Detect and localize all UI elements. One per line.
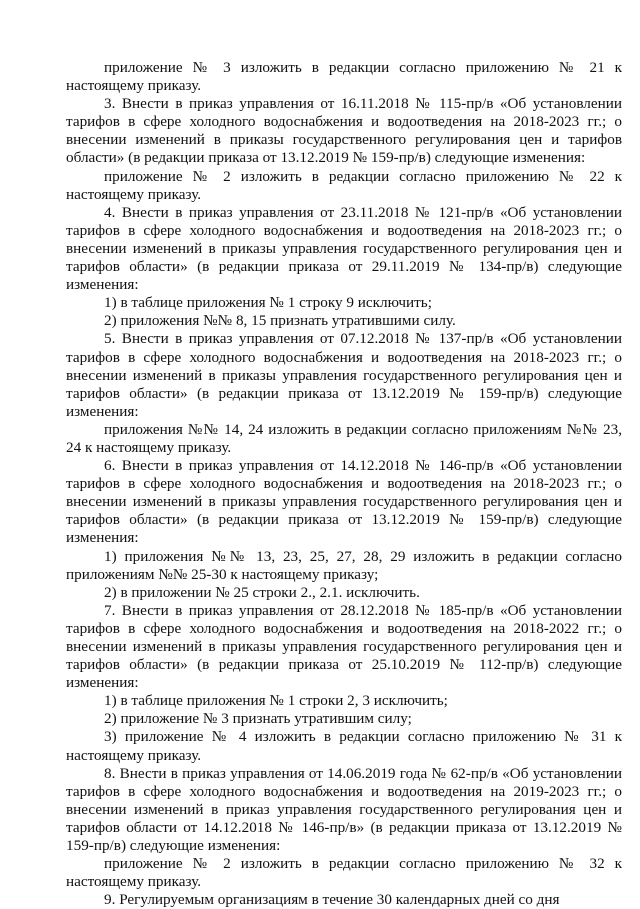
paragraph-item-5-annexes: приложения №№ 14, 24 изложить в редакции согласно приложениям №№ 23, 24 к настоящему приказу.	[66, 420, 622, 456]
paragraph-item-6-sub-1: 1) приложения №№ 13, 23, 25, 27, 28, 29 изложить в редакции согласно приложениям №№ 25-30 к настоящему приказу;	[66, 547, 622, 583]
paragraph-item-5: 5. Внести в приказ управления от 07.12.2018 № 137-пр/в «Об установлении тарифов в сфере холодного водоснабжения и водоотведения на 2018-2023 гг.; о внесении изменений в приказы управления государственного регулирования цен и тарифов области» (в редакции приказа от 13.12.2019 № 159-пр/в) следующие изменения:	[66, 330, 622, 420]
paragraph-item-3: 3. Внести в приказ управления от 16.11.2018 № 115-пр/в «Об установлении тарифов в сфере холодного водоснабжения и водоотведения на 2018-2023 гг.; о внесении изменений в приказы государственного регулирования цен и тарифов области» (в редакции приказа от 13.12.2019 № 159-пр/в) следующие изменения:	[66, 95, 622, 167]
paragraph-annex-3: приложение № 3 изложить в редакции согласно приложению № 21 к настоящему приказу.	[66, 59, 622, 95]
paragraph-item-4: 4. Внести в приказ управления от 23.11.2018 № 121-пр/в «Об установлении тарифов в сфере холодного водоснабжения и водоотведения на 2018-2023 гг.; о внесении изменений в приказы управления государственного регулирования цен и тарифов области» (в редакции приказа от 29.11.2019 № 134-пр/в) следующие изменения:	[66, 203, 622, 294]
paragraph-item-8: 8. Внести в приказ управления от 14.06.2019 года № 62-пр/в «Об установлении тарифов в сфере холодного водоснабжения и водоотведения на 2019-2023 гг.; о внесении изменений в приказ управления государственного регулирования цен и тарифов области от 14.12.2018 № 146-пр/в» (в редакции приказа от 13.12.2019 № 159-пр/в) следующие изменения:	[66, 764, 622, 855]
paragraph-item-7-sub-1: 1) в таблице приложения № 1 строки 2, 3 исключить;	[104, 692, 448, 710]
paragraph-item-4-sub-2: 2) приложения №№ 8, 15 признать утратившими силу.	[104, 312, 456, 330]
paragraph-annex-2-to-22: приложение № 2 изложить в редакции согласно приложению № 22 к настоящему приказу.	[66, 167, 622, 203]
paragraph-item-7: 7. Внести в приказ управления от 28.12.2018 № 185-пр/в «Об установлении тарифов в сфере холодного водоснабжения и водоотведения на 2018-2022 гг.; о внесении изменений в приказы управления государственного регулирования цен и тарифов области» (в редакции приказа от 25.10.2019 № 112-пр/в) следующие изменения:	[66, 601, 622, 692]
paragraph-item-7-sub-3: 3) приложение № 4 изложить в редакции согласно приложению № 31 к настоящему приказу.	[66, 728, 622, 764]
paragraph-item-6-sub-2: 2) в приложении № 25 строки 2., 2.1. исключить.	[104, 583, 420, 601]
paragraph-item-4-sub-1: 1) в таблице приложения № 1 строку 9 исключить;	[104, 294, 432, 312]
paragraph-item-8-annex: приложение № 2 изложить в редакции согласно приложению № 32 к настоящему приказу.	[66, 855, 622, 891]
paragraph-item-7-sub-2: 2) приложение № 3 признать утратившим силу;	[104, 710, 412, 728]
paragraph-item-9: 9. Регулируемым организациям в течение 30 календарных дней со дня	[104, 891, 560, 909]
document-page	[66, 59, 622, 909]
paragraph-item-6: 6. Внести в приказ управления от 14.12.2018 № 146-пр/в «Об установлении тарифов в сфере холодного водоснабжения и водоотведения на 2018-2023 гг.; о внесении изменений в приказы управления государственного регулирования цен и тарифов области» (в редакции приказа от 13.12.2019 № 159-пр/в) следующие изменения:	[66, 457, 622, 547]
